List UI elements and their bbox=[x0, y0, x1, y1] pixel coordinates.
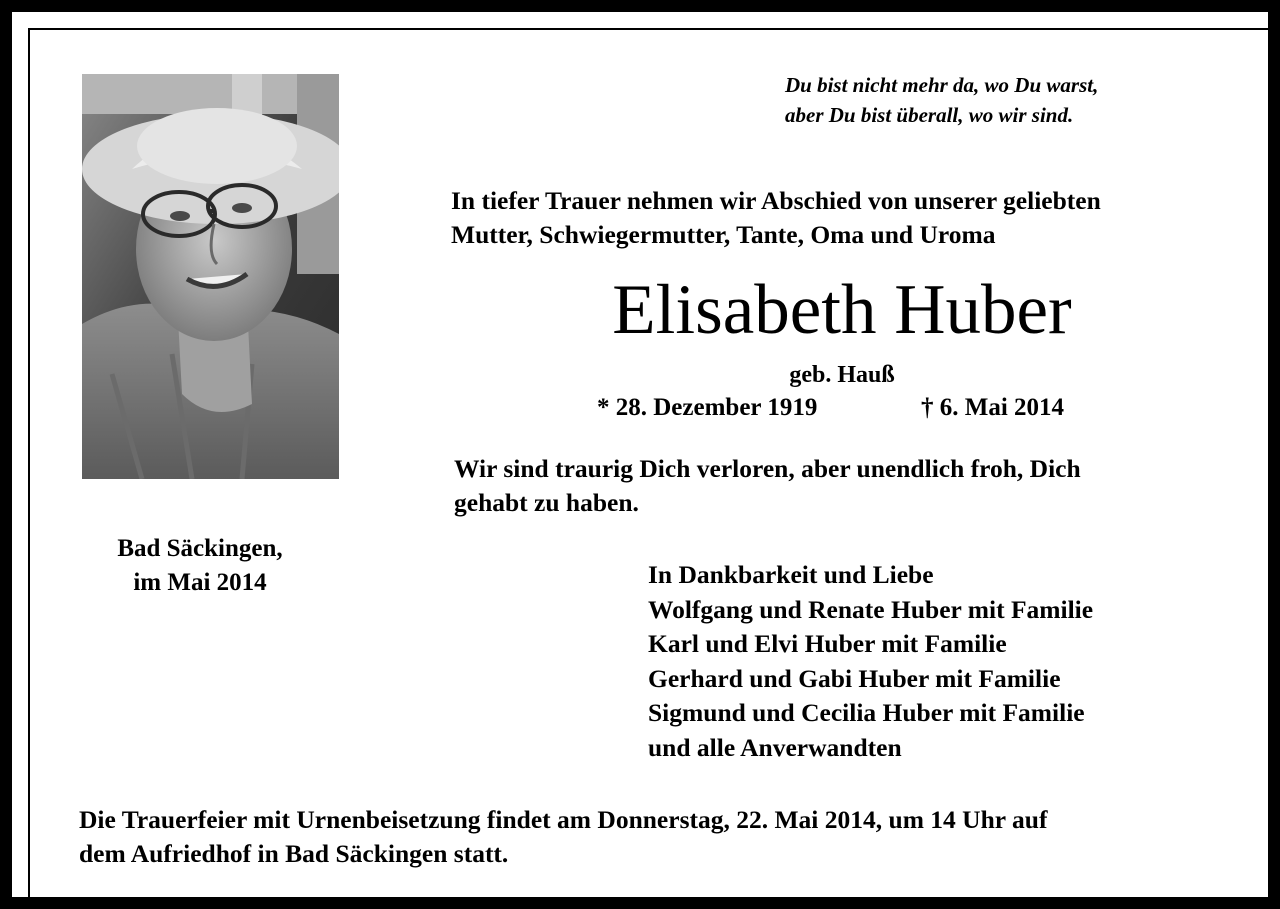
funeral-line-2: dem Aufriedhof in Bad Säckingen statt. bbox=[79, 839, 509, 868]
portrait-photo-icon bbox=[82, 74, 339, 479]
farewell-line-2: gehabt zu haben. bbox=[454, 488, 639, 517]
intro-line-1: In tiefer Trauer nehmen wir Abschied von unserer geliebten bbox=[451, 186, 1101, 215]
mourners-line: Gerhard und Gabi Huber mit Familie bbox=[648, 663, 1061, 693]
mourners-line: Wolfgang und Renate Huber mit Familie bbox=[648, 594, 1094, 624]
motto-line-1: Du bist nicht mehr da, wo Du warst, bbox=[785, 73, 1099, 97]
mourners-list bbox=[648, 558, 1248, 765]
deceased-name: Elisabeth Huber bbox=[612, 271, 1072, 349]
death-date: † 6. Mai 2014 bbox=[921, 394, 1065, 421]
funeral-notice bbox=[79, 803, 1249, 871]
mourners-line: und alle Anverwandten bbox=[648, 732, 902, 762]
mourners-line: Karl und Elvi Huber mit Familie bbox=[648, 629, 1007, 658]
maiden-name: geb. Hauß bbox=[789, 362, 895, 388]
mourners-line: Sigmund und Cecilia Huber mit Familie bbox=[648, 698, 1085, 727]
portrait-photo bbox=[82, 74, 339, 479]
farewell-line-1: Wir sind traurig Dich verloren, aber unendlich froh, Dich bbox=[454, 454, 1081, 483]
funeral-line-1: Die Trauerfeier mit Urnenbeisetzung findet am Donnerstag, 22. Mai 2014, um 14 Uhr auf bbox=[79, 805, 1048, 834]
place-line-2: im Mai 2014 bbox=[133, 569, 267, 596]
intro-line-2: Mutter, Schwiegermutter, Tante, Oma und Uroma bbox=[451, 220, 996, 249]
place-line-1: Bad Säckingen, bbox=[117, 535, 283, 562]
motto-line-2: aber Du bist überall, wo wir sind. bbox=[785, 103, 1074, 127]
mourners-line: In Dankbarkeit und Liebe bbox=[648, 560, 934, 589]
farewell-text bbox=[454, 452, 1254, 520]
motto-quote bbox=[785, 70, 1255, 130]
birth-date: * 28. Dezember 1919 bbox=[597, 394, 818, 421]
intro-text bbox=[451, 184, 1251, 252]
place-and-date bbox=[82, 532, 318, 600]
